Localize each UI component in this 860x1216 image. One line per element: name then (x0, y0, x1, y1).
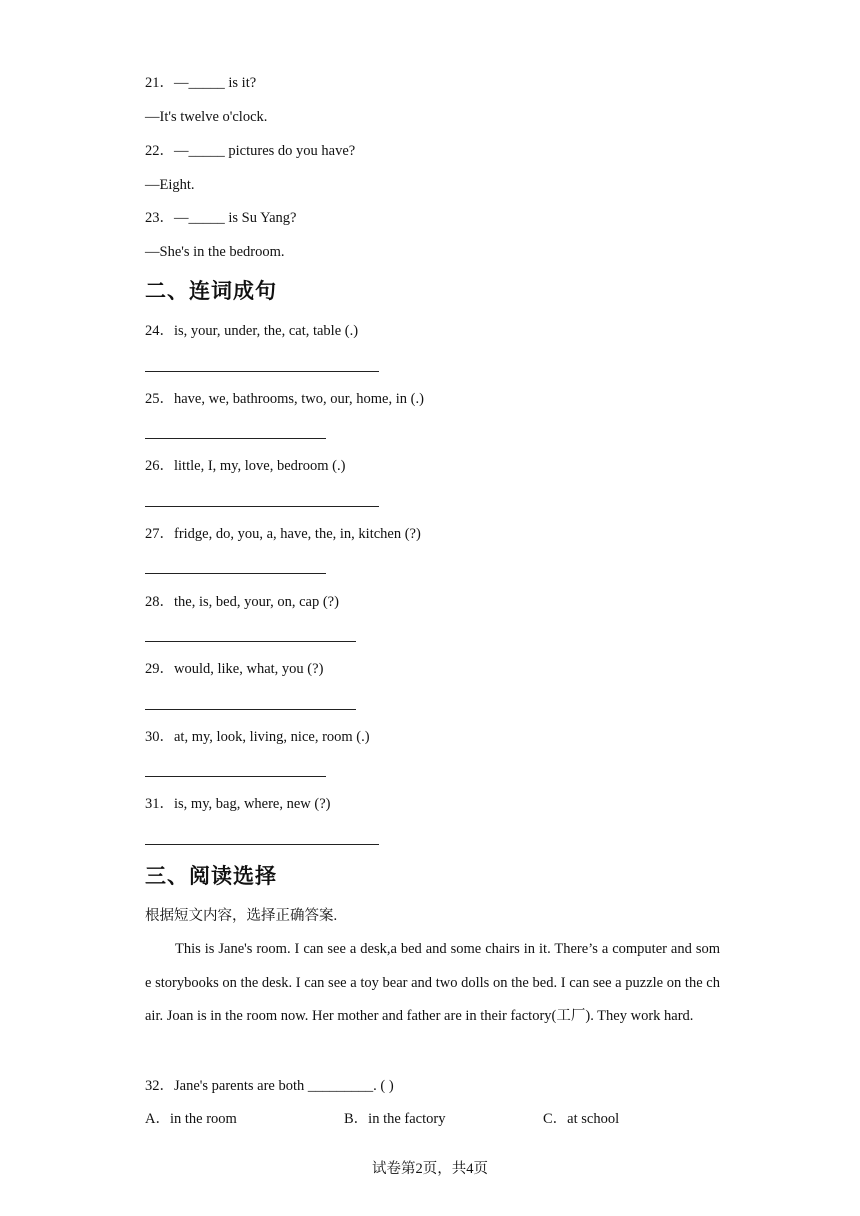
section-heading-3: 三、阅读选择 (145, 864, 277, 888)
option-b: B．in the factory (344, 1111, 446, 1127)
answer-line-28 (145, 641, 356, 642)
question-31: 31．is, my, bag, where, new (?) (145, 796, 331, 812)
page-footer: 试卷第2页，共4页 (372, 1161, 488, 1177)
answer-22: —Eight. (145, 177, 195, 193)
answer-line-24 (145, 371, 379, 372)
answer-line-27 (145, 573, 326, 574)
answer-line-26 (145, 506, 379, 507)
question-24: 24．is, your, under, the, cat, table (.) (145, 323, 359, 339)
option-c: C．at school (543, 1111, 620, 1127)
reading-instruction: 根据短文内容，选择正确答案. (145, 908, 338, 924)
answer-21: —It's twelve o'clock. (145, 109, 268, 125)
question-21: 21．—_____ is it? (145, 75, 257, 91)
reading-passage: This is Jane's room. I can see a desk,a bed and some chairs in it. There’s a computer and some storybooks on the desk. I can see a toy bear and two dolls on the bed. I can see a puzzle on the chair. Joan is in the room now. Her mother and father are in their factory(工厂). They work hard. (145, 941, 720, 1025)
question-32: 32．Jane's parents are both _________. ( ) (145, 1078, 394, 1094)
question-28: 28．the, is, bed, your, on, cap (?) (145, 594, 339, 610)
answer-line-25 (145, 438, 326, 439)
question-30: 30．at, my, look, living, nice, room (.) (145, 729, 370, 745)
option-a: A．in the room (145, 1111, 237, 1127)
question-25: 25．have, we, bathrooms, two, our, home, in (.) (145, 391, 424, 407)
answer-23: —She's in the bedroom. (145, 244, 285, 260)
question-22: 22．—_____ pictures do you have? (145, 143, 356, 159)
answer-line-29 (145, 709, 356, 710)
question-29: 29．would, like, what, you (?) (145, 661, 324, 677)
answer-line-30 (145, 776, 326, 777)
answer-line-31 (145, 844, 379, 845)
question-27: 27．fridge, do, you, a, have, the, in, kitchen (?) (145, 526, 421, 542)
question-26: 26．little, I, my, love, bedroom (.) (145, 458, 346, 474)
question-23: 23．—_____ is Su Yang? (145, 210, 297, 226)
section-heading-2: 二、连词成句 (145, 279, 277, 303)
